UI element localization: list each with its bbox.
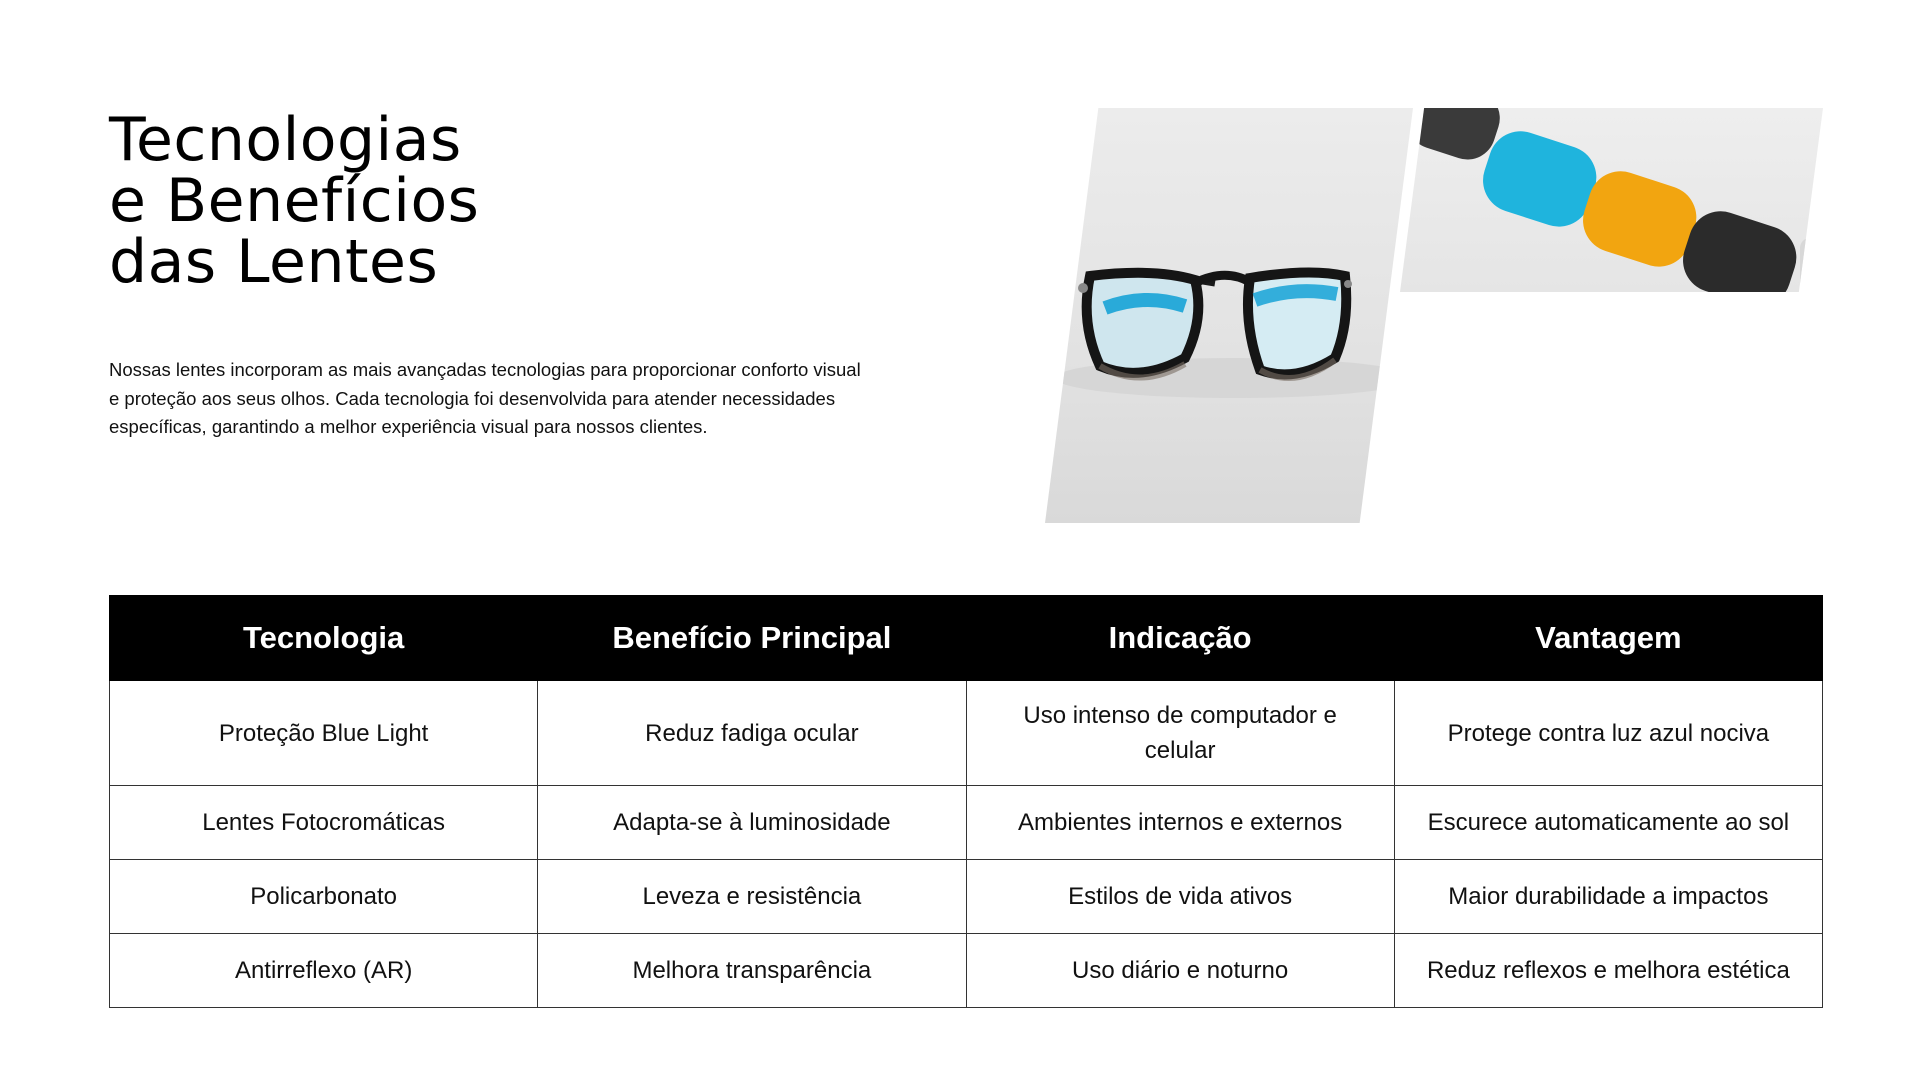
table-cell: Protege contra luz azul nociva [1394,681,1822,786]
table-row [110,786,1823,860]
table-cell: Estilos de vida ativos [966,860,1394,934]
table-cell: Proteção Blue Light [110,681,538,786]
table-cell: Lentes Fotocromáticas [110,786,538,860]
table-cell: Uso diário e noturno [966,934,1394,1008]
title-line-2: e Benefícios [109,166,480,236]
table-cell: Uso intenso de computador e celular [966,681,1394,786]
table-cell: Adapta-se à luminosidade [538,786,966,860]
table-row [110,860,1823,934]
page-title [109,105,809,297]
column-header-beneficio: Benefício Principal [538,596,966,681]
table-cell: Reduz reflexos e melhora estética [1394,934,1822,1008]
column-header-indicacao: Indicação [966,596,1394,681]
title-line-3: das Lentes [109,227,439,297]
eyeglasses-photo [1045,108,1413,523]
table-cell: Reduz fadiga ocular [538,681,966,786]
table-cell: Melhora transparência [538,934,966,1008]
table-cell: Maior durabilidade a impactos [1394,860,1822,934]
intro-paragraph: Nossas lentes incorporam as mais avançadas tecnologias para proporcionar conforto visual e proteção aos seus olhos. Cada tecnologia foi desenvolvida para atender necessidades específicas, garantindo a melhor experiência visual para nossos clientes. [109,359,861,437]
table-cell: Escurece automaticamente ao sol [1394,786,1822,860]
table-row [110,681,1823,786]
table-cell: Policarbonato [110,860,538,934]
table-cell: Leveza e resistência [538,860,966,934]
column-header-vantagem: Vantagem [1394,596,1822,681]
column-header-tecnologia: Tecnologia [110,596,538,681]
table-header-row [110,596,1823,681]
table-row [110,934,1823,1008]
table-cell: Ambientes internos e externos [966,786,1394,860]
technology-table [109,595,1823,1008]
table-cell: Antirreflexo (AR) [110,934,538,1008]
colored-lenses-photo [1400,108,1823,292]
title-line-1: Tecnologias [109,105,462,175]
